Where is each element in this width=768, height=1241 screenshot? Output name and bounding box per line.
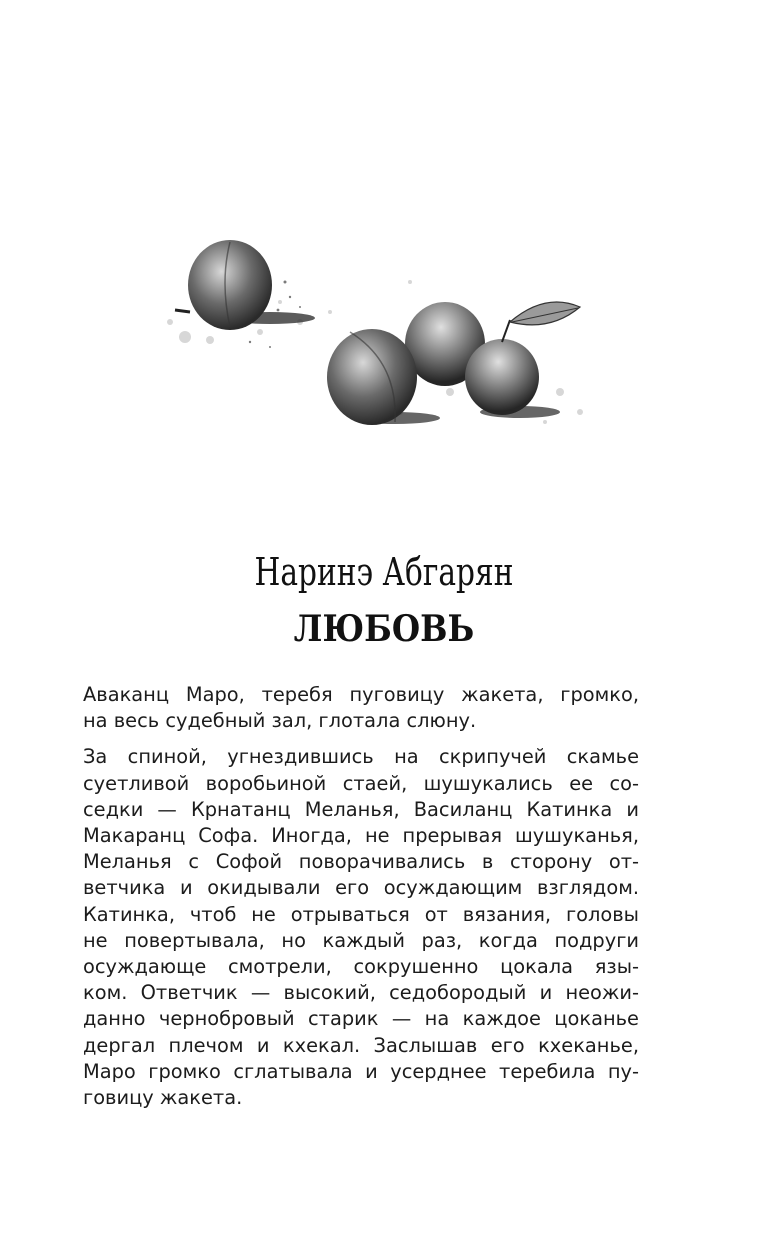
text-line: ветчика и окидывали его осуждающим взглядом. <box>83 876 639 900</box>
text-line: осуждающе смотрели, сокрушенно цокала язы- <box>83 955 639 979</box>
text-line: не повертывала, но каждый раз, когда подруги <box>83 928 639 952</box>
text-line: Катинка, чтоб не отрываться от вязания, головы <box>83 902 639 926</box>
paragraph <box>83 744 639 1111</box>
text-line: дергал плечом и кхекал. Заслышав его кхеканье, <box>83 1033 639 1057</box>
text-line: на весь судебный зал, глотала слюну. <box>83 709 477 733</box>
text-line: говицу жакета. <box>83 1086 243 1110</box>
story-body <box>83 682 639 1121</box>
text-line: Меланья с Софой поворачивались в сторону от- <box>83 850 639 874</box>
text-line: Макаранц Софа. Иногда, не прерывая шушуканья, <box>83 824 639 848</box>
text-line: ком. Ответчик — высокий, седобородый и неожи- <box>83 981 639 1005</box>
text-line: Аваканц Маро, теребя пуговицу жакета, громко, <box>83 683 639 706</box>
fruit-illustration <box>150 222 610 462</box>
text-line: За спиной, угнездившись на скрипучей скамье <box>83 745 639 769</box>
author-name: Наринэ Абгарян <box>254 550 514 594</box>
paragraph <box>83 682 639 734</box>
story-title: ЛЮБОВЬ <box>293 608 475 650</box>
text-line: суетливой воробьиной стаей, шушукались ее со- <box>83 771 639 795</box>
text-line: седки — Крнатанц Меланья, Василанц Катинка и <box>83 797 639 821</box>
text-line: Маро громко сглатывала и усерднее теребила пу- <box>83 1059 639 1083</box>
text-line: данно чернобровый старик — на каждое цоканье <box>83 1007 639 1031</box>
